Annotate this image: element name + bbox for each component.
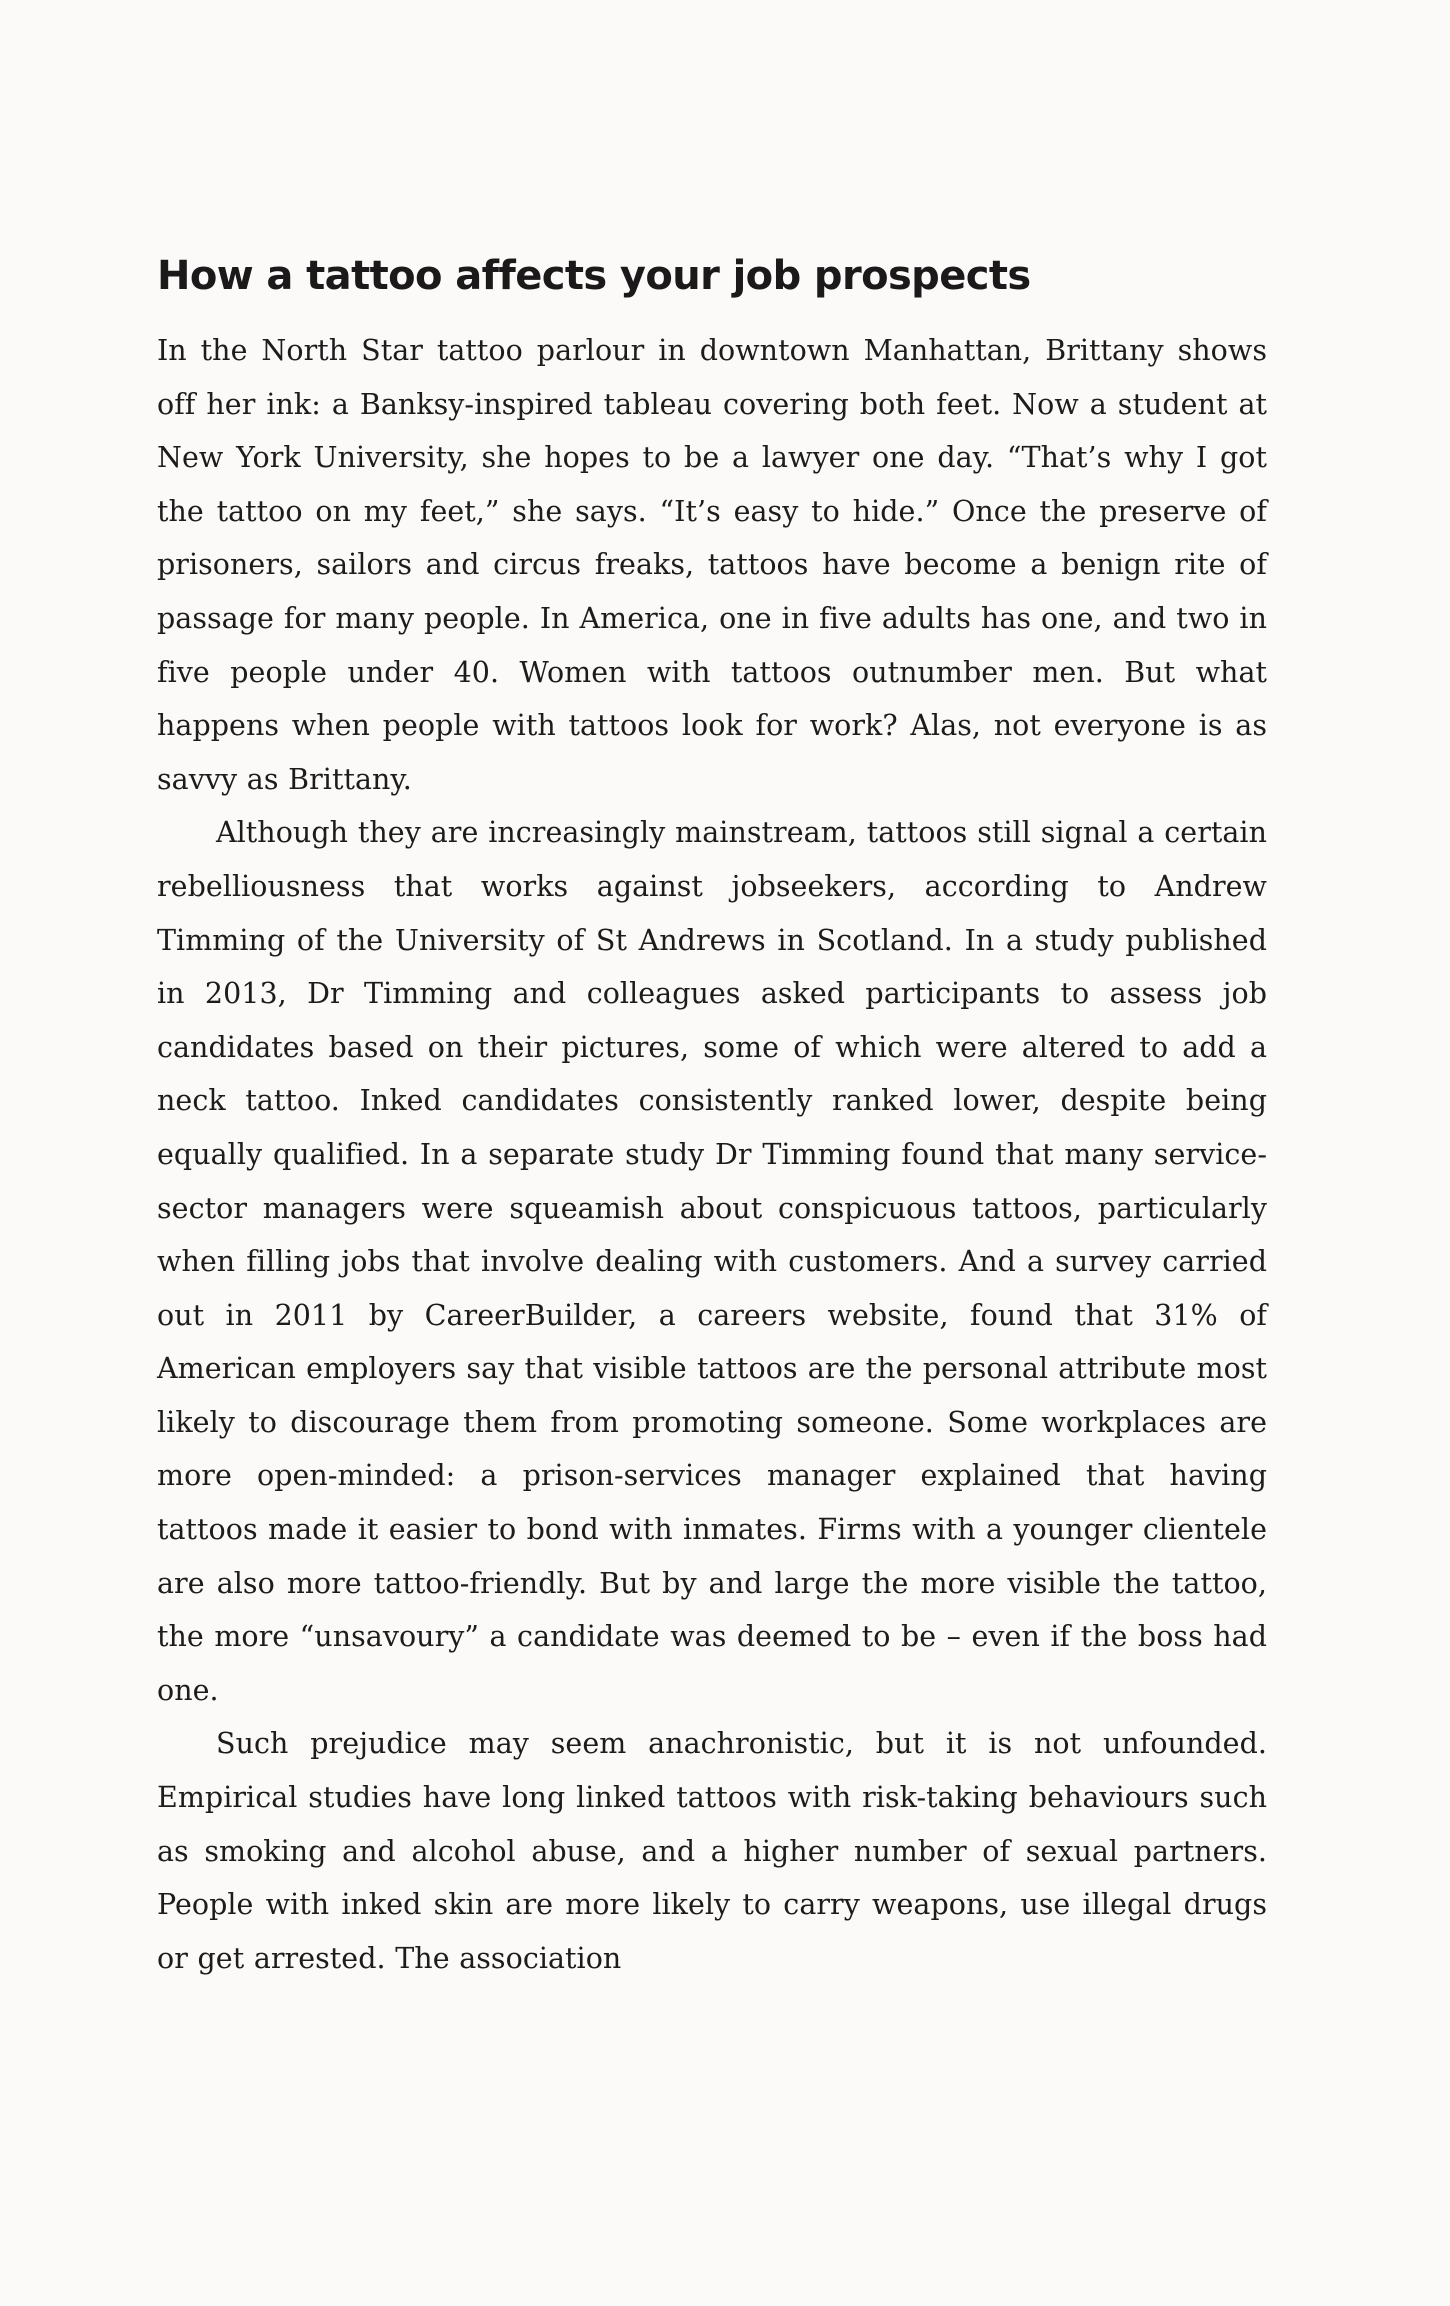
paragraph-3: Such prejudice may seem anachronistic, but it is not unfounded. Empirical studies have long linked tattoos with risk-taking behaviours such as smoking and alcohol abuse, and a higher number of sexual partners. People with inked skin are more likely to carry weapons, use illegal drugs or get arrested. The association — [157, 1727, 1267, 1975]
paragraph-2: Although they are increasingly mainstream, tattoos still signal a certain rebelliousness that works against jobseekers, according to Andrew Timming of the University of St Andrews in Scotland. In a study published in 2013, Dr Timming and colleagues asked participants to assess job candidates based on their pictures, some of which were altered to add a neck tattoo. Inked candidates consistently ranked lower, despite being equally qualified. In a separate study Dr Timming found that many service-sector managers were squeamish about conspicuous tattoos, particularly when filling jobs that involve dealing with customers. And a survey carried out in 2011 by CareerBuilder, a careers website, found that 31% of American employers say that visible tattoos are the personal attribute most likely to discourage them from promoting someone. Some workplaces are more open-minded: a prison-services manager explained that having tattoos made it easier to bond with inmates. Firms with a younger clientele are also more tattoo-friendly. But by and large the more visible the tattoo, the more “unsavoury” a candidate was deemed to be – even if the boss had one. — [157, 816, 1267, 1707]
paragraph-1: In the North Star tattoo parlour in downtown Manhattan, Brittany shows off her ink: a Banksy-inspired tableau covering both feet. Now a student at New York University, she hopes to be a lawyer one day. “That’s why I got the tattoo on my feet,” she says. “It’s easy to hide.” Once the preserve of prisoners, sailors and circus freaks, tattoos have become a benign rite of passage for many people. In America, one in five adults has one, and two in five people under 40. Women with tattoos outnumber men. But what happens when people with tattoos look for work? Alas, not everyone is as savvy as Brittany. — [157, 334, 1267, 796]
article-body — [157, 324, 1267, 1985]
article-title: How a tattoo affects your job prospects — [157, 253, 1031, 299]
